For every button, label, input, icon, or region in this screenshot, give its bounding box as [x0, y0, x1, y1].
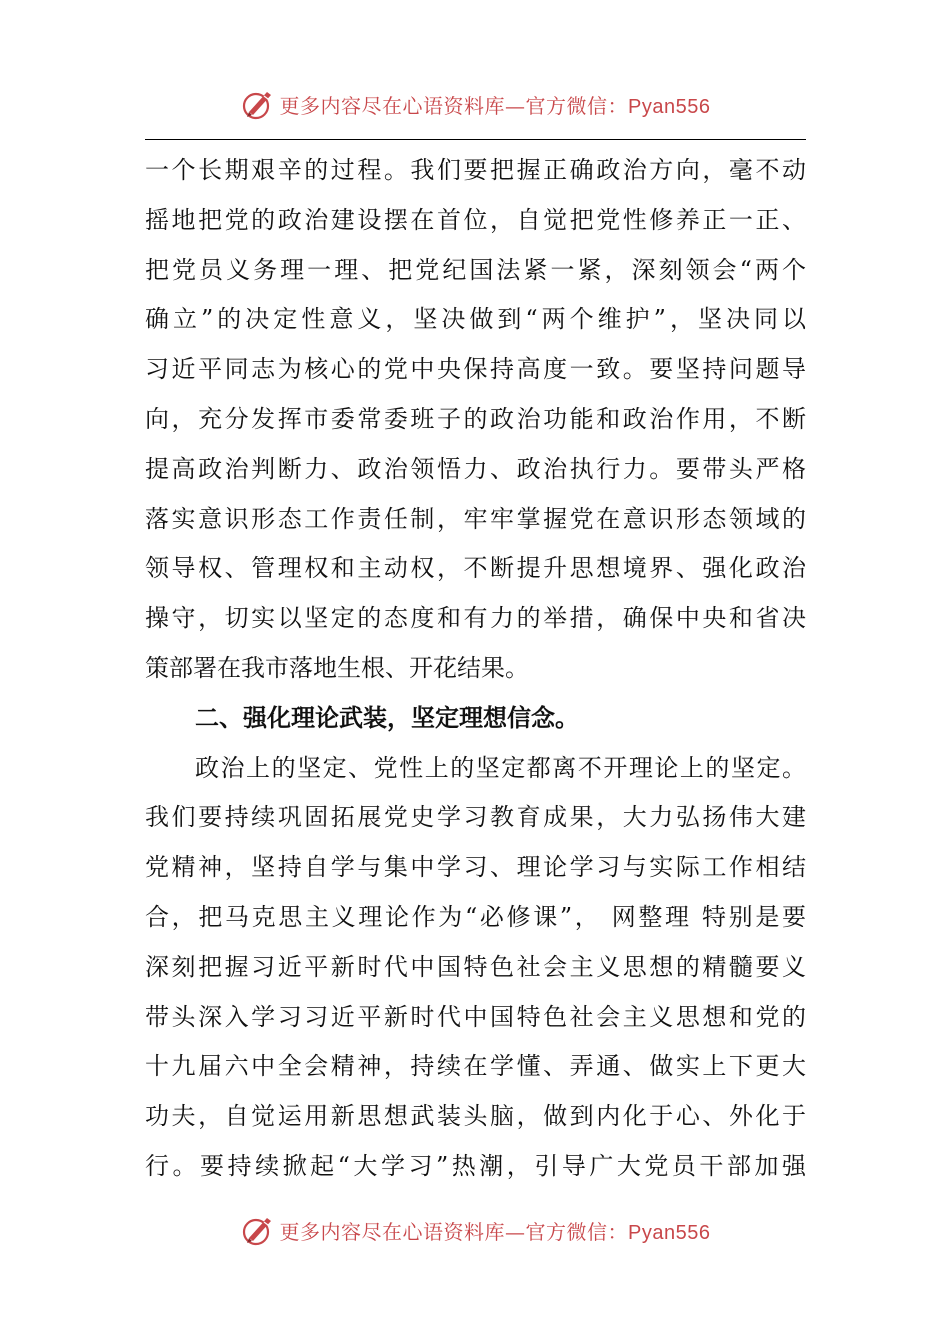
section-heading: 二、强化理论武装，坚定理想信念。 — [195, 703, 579, 732]
paragraph-line: 带头深入学习习近平新时代中国特色社会主义思想和党的 — [145, 1002, 806, 1031]
paragraph-line: 行。要持续掀起“大学习”热潮，引导广大党员干部加强 — [145, 1151, 806, 1180]
paragraph-line: 功夫，自觉运用新思想武装头脑，做到内化于心、外化于 — [145, 1102, 806, 1131]
paragraph-line: 把党员义务理一理、把党纪国法紧一紧，深刻领会“两个 — [145, 255, 806, 284]
paragraph-line: 合，把马克思主义理论作为“必修课”， 网整理 特别是要 — [145, 902, 806, 931]
header-rule — [145, 139, 806, 140]
paragraph-line: 提高政治判断力、政治领悟力、政治执行力。要带头严格 — [145, 454, 806, 483]
paragraph-line: 落实意识形态工作责任制，牢牢掌握党在意识形态领域的 — [145, 504, 806, 533]
paragraph-line: 深刻把握习近平新时代中国特色社会主义思想的精髓要义 — [145, 952, 806, 981]
paragraph-line: 策部署在我市落地生根、开花结果。 — [145, 653, 529, 682]
paragraph-line: 党精神，坚持自学与集中学习、理论学习与实际工作相结 — [145, 853, 806, 882]
paragraph-line: 确立”的决定性意义，坚决做到“两个维护”，坚决同以 — [145, 305, 806, 334]
paragraph-line: 摇地把党的政治建设摆在首位，自觉把党性修养正一正、 — [145, 205, 806, 234]
paragraph-line: 操守，切实以坚定的态度和有力的举措，确保中央和省决 — [145, 604, 806, 633]
paragraph-line: 一个长期艰辛的过程。我们要把握正确政治方向，毫不动 — [145, 156, 806, 184]
pen-logo-icon — [240, 86, 276, 122]
header-banner — [0, 82, 950, 126]
paragraph-line: 我们要持续巩固拓展党史学习教育成果，大力弘扬伟大建 — [145, 803, 806, 832]
document-body — [145, 146, 806, 1192]
footer-banner — [0, 1208, 950, 1252]
paragraph-line: 习近平同志为核心的党中央保持高度一致。要坚持问题导 — [145, 355, 806, 384]
header-banner-text: 更多内容尽在心语资料库—官方微信：Pyan556 — [279, 93, 711, 118]
pen-logo-icon — [240, 1212, 276, 1248]
paragraph-line: 政治上的坚定、党性上的坚定都离不开理论上的坚定。 — [195, 753, 806, 782]
paragraph-line: 领导权、管理权和主动权，不断提升思想境界、强化政治 — [145, 554, 806, 583]
footer-banner-text: 更多内容尽在心语资料库—官方微信：Pyan556 — [279, 1219, 711, 1244]
paragraph-line: 向，充分发挥市委常委班子的政治功能和政治作用，不断 — [145, 404, 806, 433]
paragraph-line: 十九届六中全会精神，持续在学懂、弄通、做实上下更大 — [145, 1052, 806, 1081]
